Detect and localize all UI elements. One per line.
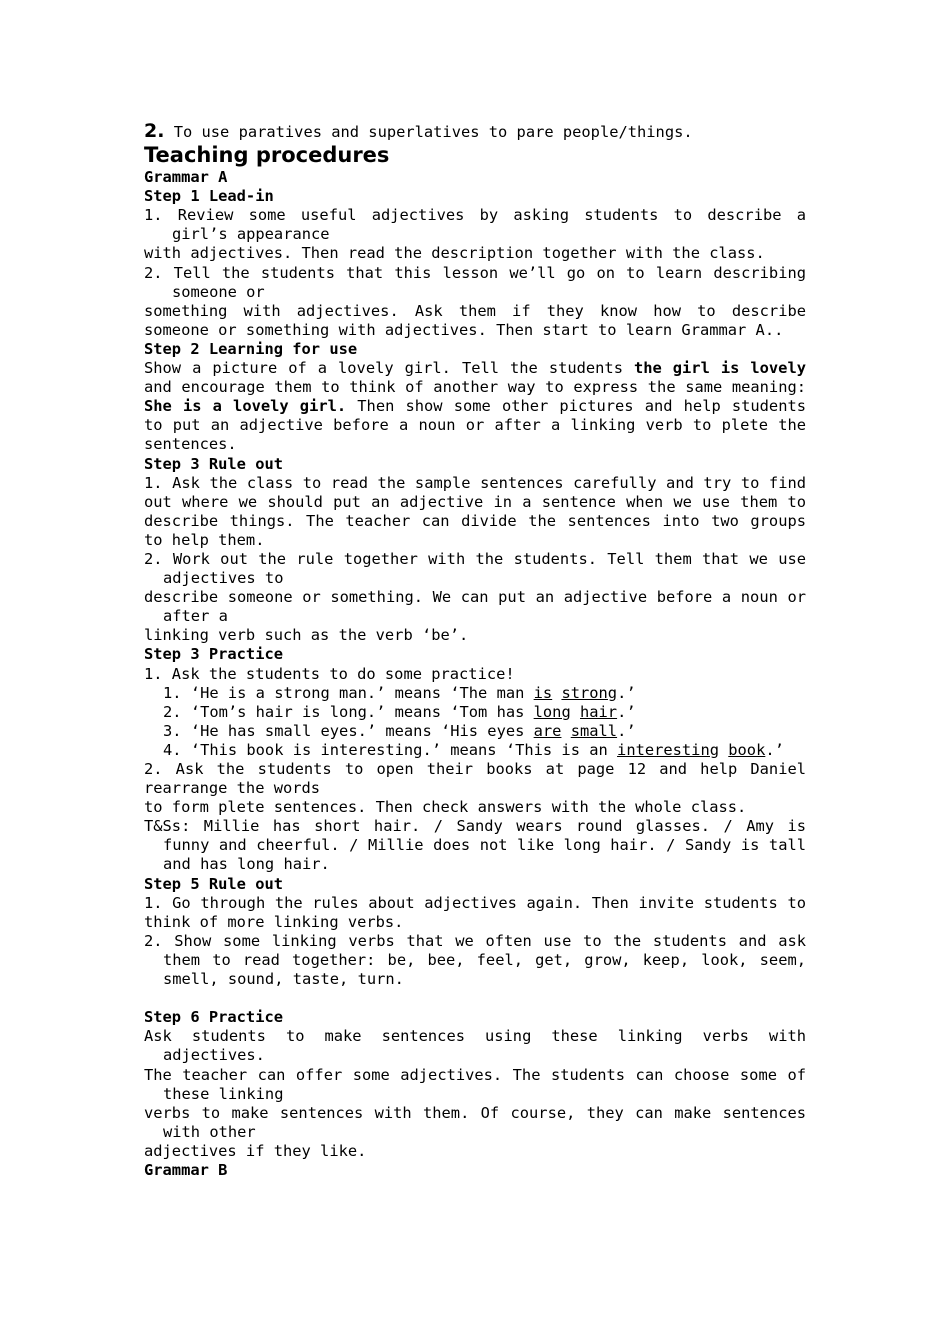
step2-text-3: Then show some other pictures and help students to put an adjective before a noun or after a linking verb to plete the sentences. (144, 397, 806, 454)
step1-item-1: 1. Review some useful adjectives by asking students to describe a girl’s appearance (144, 206, 806, 244)
step1-line-4: something with adjectives. Ask them if they know how to describe someone or something with adjectives. Then start to learn Grammar A.. (144, 301, 806, 339)
step3-rule-item-2: 2. Work out the rule together with the students. Tell them that we use adjectives to (144, 549, 806, 588)
objective-text: To use paratives and superlatives to pare people/things. (164, 123, 693, 141)
step6-line-2: The teacher can offer some adjectives. The students can choose some of these linking (144, 1065, 806, 1103)
example-blank: long (533, 702, 571, 721)
step3-practice-answers: T&Ss: Millie has short hair. / Sandy wears round glasses. / Amy is funny and cheerful. / Millie does not like long hair. / Sandy is tall and has long hair. (144, 817, 806, 874)
step3-practice-title: Step 3 Practice (144, 645, 283, 664)
step6-title: Step 6 Practice (144, 1008, 283, 1027)
example-text: .’ (617, 683, 636, 702)
step3-rule-item-1: 1. Ask the class to read the sample sentences carefully and try to find out where we should put an adjective in a sentence when we use them to describe things. The teacher can divide the sentences into two groups to help them. (144, 473, 806, 549)
step5-title: Step 5 Rule out (144, 874, 283, 893)
section-heading: Teaching procedures (144, 143, 390, 168)
example-text (571, 703, 580, 721)
step2-bold-2: She is a lovely girl. (144, 397, 347, 416)
example-sentence (144, 741, 806, 760)
example-blank: book (728, 740, 766, 759)
example-text: 2. ‘Tom’s hair is long.’ means ‘Tom has (163, 702, 534, 721)
example-text: 4. ‘This book is interesting.’ means ‘This is an (163, 740, 618, 759)
step2-paragraph (144, 359, 806, 454)
step3-practice-line-3: to form plete sentences. Then check answers with the whole class. (144, 798, 747, 817)
step3-rule-line-4: linking verb such as the verb ‘be’. (144, 626, 469, 645)
step5-item-2: 2. Show some linking verbs that we often use to the students and ask them to read together: be, bee, feel, get, grow, keep, look, seem, smell, sound, taste, turn. (144, 931, 806, 989)
example-blank: small (570, 721, 618, 740)
objective-number: 2. (144, 120, 165, 142)
example-blank: is (533, 683, 553, 702)
step3-rule-title: Step 3 Rule out (144, 454, 283, 473)
step3-rule-line-3: describe someone or something. We can put an adjective before a noun or after a (144, 588, 806, 626)
spacer (144, 989, 806, 1008)
example-text: .’ (617, 702, 636, 721)
step6-line-3: verbs to make sentences with them. Of course, they can make sentences with other (144, 1103, 806, 1141)
example-blank: strong (561, 683, 618, 702)
objective-2 (144, 122, 806, 142)
step2-bold-1: the girl is lovely (633, 359, 806, 378)
document-page (144, 122, 806, 1180)
step2-title: Step 2 Learning for use (144, 339, 358, 358)
example-text: .’ (617, 721, 636, 740)
example-text: .’ (765, 740, 784, 759)
example-sentence (144, 722, 806, 741)
step3-practice-item-1: 1. Ask the students to do some practice! (144, 664, 515, 683)
step6-line-4: adjectives if they like. (144, 1141, 367, 1160)
example-text (719, 741, 728, 759)
example-text (561, 722, 570, 740)
step6-line-1: Ask students to make sentences using these linking verbs with adjectives. (144, 1027, 806, 1065)
grammar-a-heading: Grammar A (144, 168, 228, 187)
step5-item-1: 1. Go through the rules about adjectives again. Then invite students to think of more linking verbs. (144, 893, 806, 931)
example-blank: interesting (617, 740, 719, 759)
example-blank: hair (580, 702, 618, 721)
example-sentence (144, 703, 806, 722)
example-text: 1. ‘He is a strong man.’ means ‘The man (163, 683, 534, 702)
step1-line-2: with adjectives. Then read the description together with the class. (144, 244, 765, 263)
example-blank: are (533, 721, 562, 740)
step2-text-1: Show a picture of a lovely girl. Tell the students (144, 359, 634, 378)
step1-item-2: 2. Tell the students that this lesson we’ll go on to learn describing someone or (144, 263, 806, 301)
step3-practice-item-2: 2. Ask the students to open their books at page 12 and help Daniel rearrange the words (144, 760, 806, 798)
step2-text-2: and encourage them to think of another way to express the same meaning: (144, 378, 806, 397)
example-sentence (144, 684, 806, 703)
example-text: 3. ‘He has small eyes.’ means ‘His eyes (163, 721, 534, 740)
step1-title: Step 1 Lead-in (144, 187, 274, 206)
grammar-b-heading: Grammar B (144, 1160, 228, 1179)
